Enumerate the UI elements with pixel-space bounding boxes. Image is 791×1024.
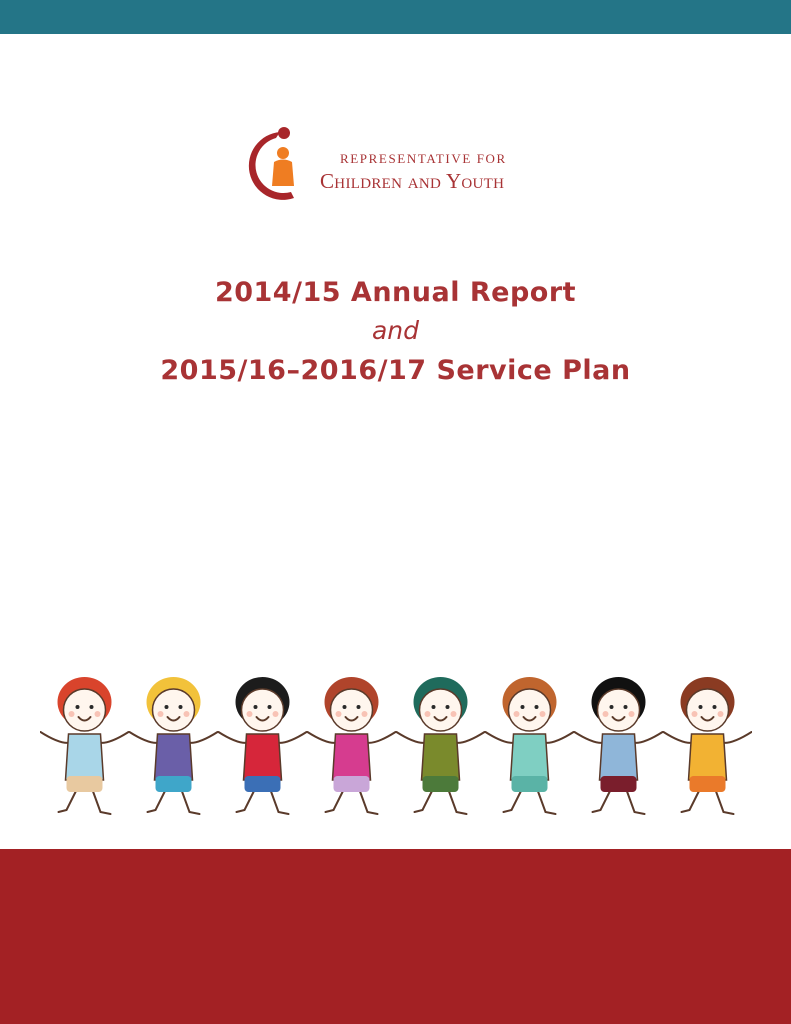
child-figure (41, 677, 129, 814)
logo-text-line1: REPRESENTATIVE FOR (340, 151, 507, 166)
child-figure (397, 677, 485, 814)
logo-text-line2: Children and Youth (320, 169, 505, 193)
child-figure (486, 677, 574, 814)
title-annual-report: 2014/15 Annual Report (214, 277, 577, 308)
rcy-logo (236, 124, 556, 206)
report-title (0, 274, 791, 390)
child-figure (575, 677, 663, 814)
title-conjunction: and (371, 316, 420, 345)
child-figure (308, 677, 396, 814)
title-service-plan: 2015/16–2016/17 Service Plan (160, 355, 631, 386)
children-holding-hands-illustration (40, 662, 752, 834)
top-color-band (0, 0, 791, 34)
child-figure (219, 677, 307, 814)
child-figure (130, 677, 218, 814)
child-figure (664, 677, 752, 814)
bottom-color-band (0, 849, 791, 1024)
mother-child-icon (236, 124, 310, 204)
